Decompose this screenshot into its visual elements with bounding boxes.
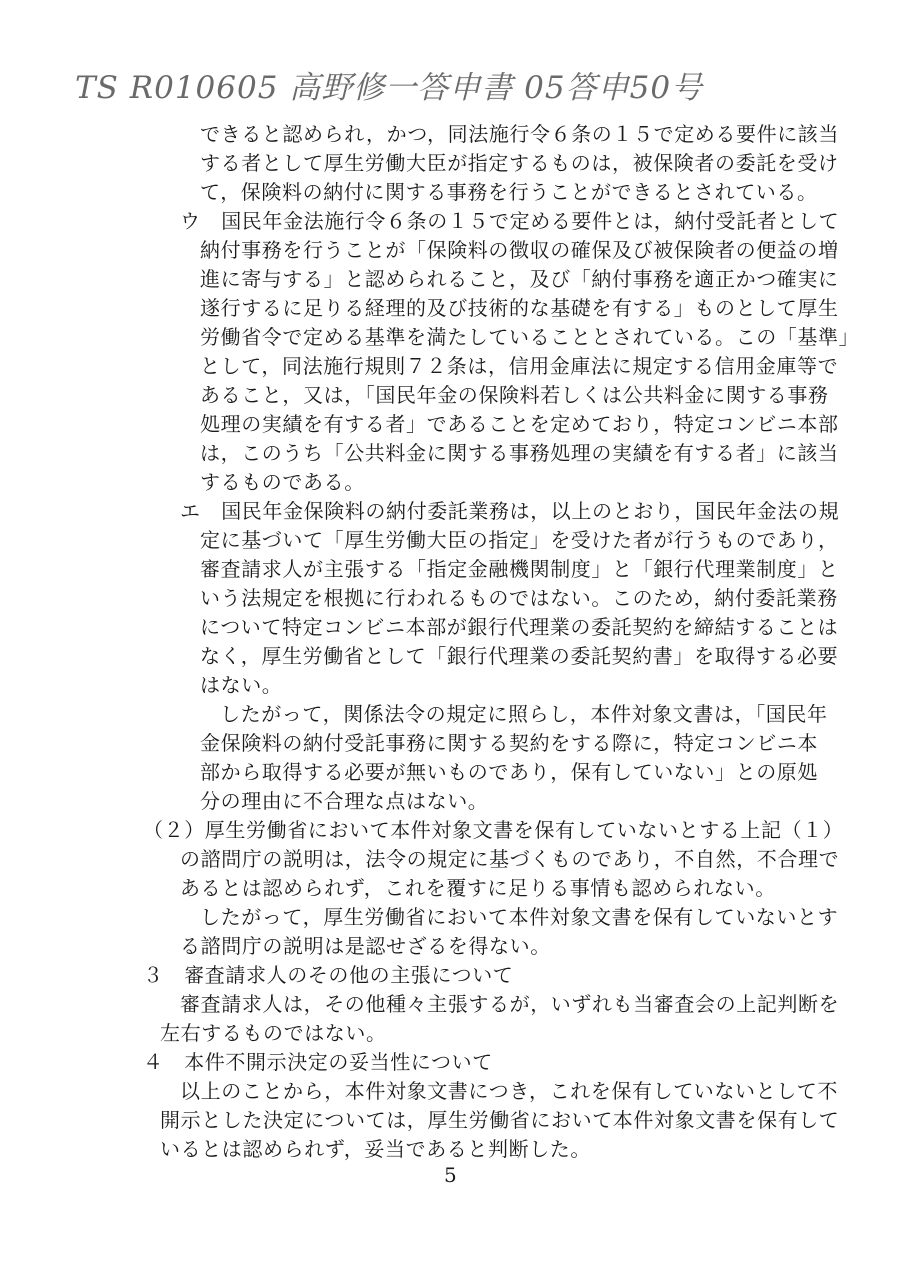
text-line: するものである。 [200,470,365,494]
text-line: （２）厚生労働省において本件対象文書を保有していないとする上記（１） [143,818,844,842]
text-line: て，保険料の納付に関する事務を行うことができるとされている。 [200,180,818,204]
text-line: 進に寄与する」と認められること，及び「納付事務を適正かつ確実に [200,267,839,291]
text-line: 労働省令で定める基準を満たしていることとされている。この「基準」 [200,325,860,349]
text-line: あるとは認められず，これを覆すに足りる事情も認められない。 [180,876,776,900]
text-line: する者として厚生労働大臣が指定するものは，被保険者の委託を受け [200,151,839,175]
text-line: いう法規定を根拠に行われるものではない。このため，納付委託業務 [200,586,838,610]
text-line: 審査請求人が主張する「指定金融機関制度」と「銀行代理業制度」と [200,557,839,581]
text-line: いるとは認められず，妥当であると判断した。 [160,1137,591,1161]
text-line: はない。 [200,673,283,697]
text-line: ウ 国民年金法施行令６条の１５で定める要件とは，納付受託者として [180,209,840,233]
text-line: について特定コンビニ本部が銀行代理業の委託契約を締結することは [200,615,839,639]
text-line: 左右するものではない。 [160,1021,387,1045]
text-line: 納付事務を行うことが「保険料の徴収の確保及び被保険者の便益の増 [200,238,839,262]
text-line: 部から取得する必要が無いものであり，保有していない」との原処 [200,760,818,784]
text-line: エ 国民年金保険料の納付委託業務は，以上のとおり，国民年金法の規 [180,499,840,523]
text-line: できると認められ，かつ，同法施行令６条の１５で定める要件に該当 [200,122,839,146]
text-line: 分の理由に不合理な点はない。 [200,789,489,813]
text-line: あること，又は，「国民年金の保険料若しくは公共料金に関する事務 [200,383,829,407]
handwritten-header-note: TS R010605 高野修一答申書 05答申50号 [75,70,704,106]
text-line: 開示とした決定については，厚生労働省において本件対象文書を保有して [160,1108,840,1132]
text-line: なく，厚生労働省として「銀行代理業の委託契約書」を取得する必要 [200,644,839,668]
text-line: は，このうち「公共料金に関する事務処理の実績を有する者」に該当 [200,441,839,465]
text-line: 遂行するに足りる経理的及び技術的な基礎を有する」ものとして厚生 [200,296,839,320]
text-line: る諮問庁の説明は是認せざるを得ない。 [180,934,551,958]
text-line: 審査請求人は，その他種々主張するが，いずれも当審査会の上記判断を [180,992,840,1016]
text-line: 処理の実績を有する者」であることを定めており，特定コンビニ本部 [200,412,839,436]
text-line: 金保険料の納付受託事務に関する契約をする際に，特定コンビニ本 [200,731,818,755]
text-line: の諮問庁の説明は，法令の規定に基づくものであり，不自然，不合理で [180,847,840,871]
text-line: ４ 本件不開示決定の妥当性について [143,1050,493,1074]
text-line: したがって，関係法令の規定に照らし，本件対象文書は，「国民年 [220,702,828,726]
page-number: 5 [444,1163,457,1187]
text-line: 以上のことから，本件対象文書につき，これを保有していないとして不 [180,1079,838,1103]
text-line: 定に基づいて「厚生労働大臣の指定」を受けた者が行うものであり， [200,528,839,552]
text-line: として，同法施行規則７２条は，信用金庫法に規定する信用金庫等で [200,354,839,378]
text-line: ３ 審査請求人のその他の主張について [143,963,514,987]
text-line: したがって，厚生労働省において本件対象文書を保有していないとす [200,905,839,929]
